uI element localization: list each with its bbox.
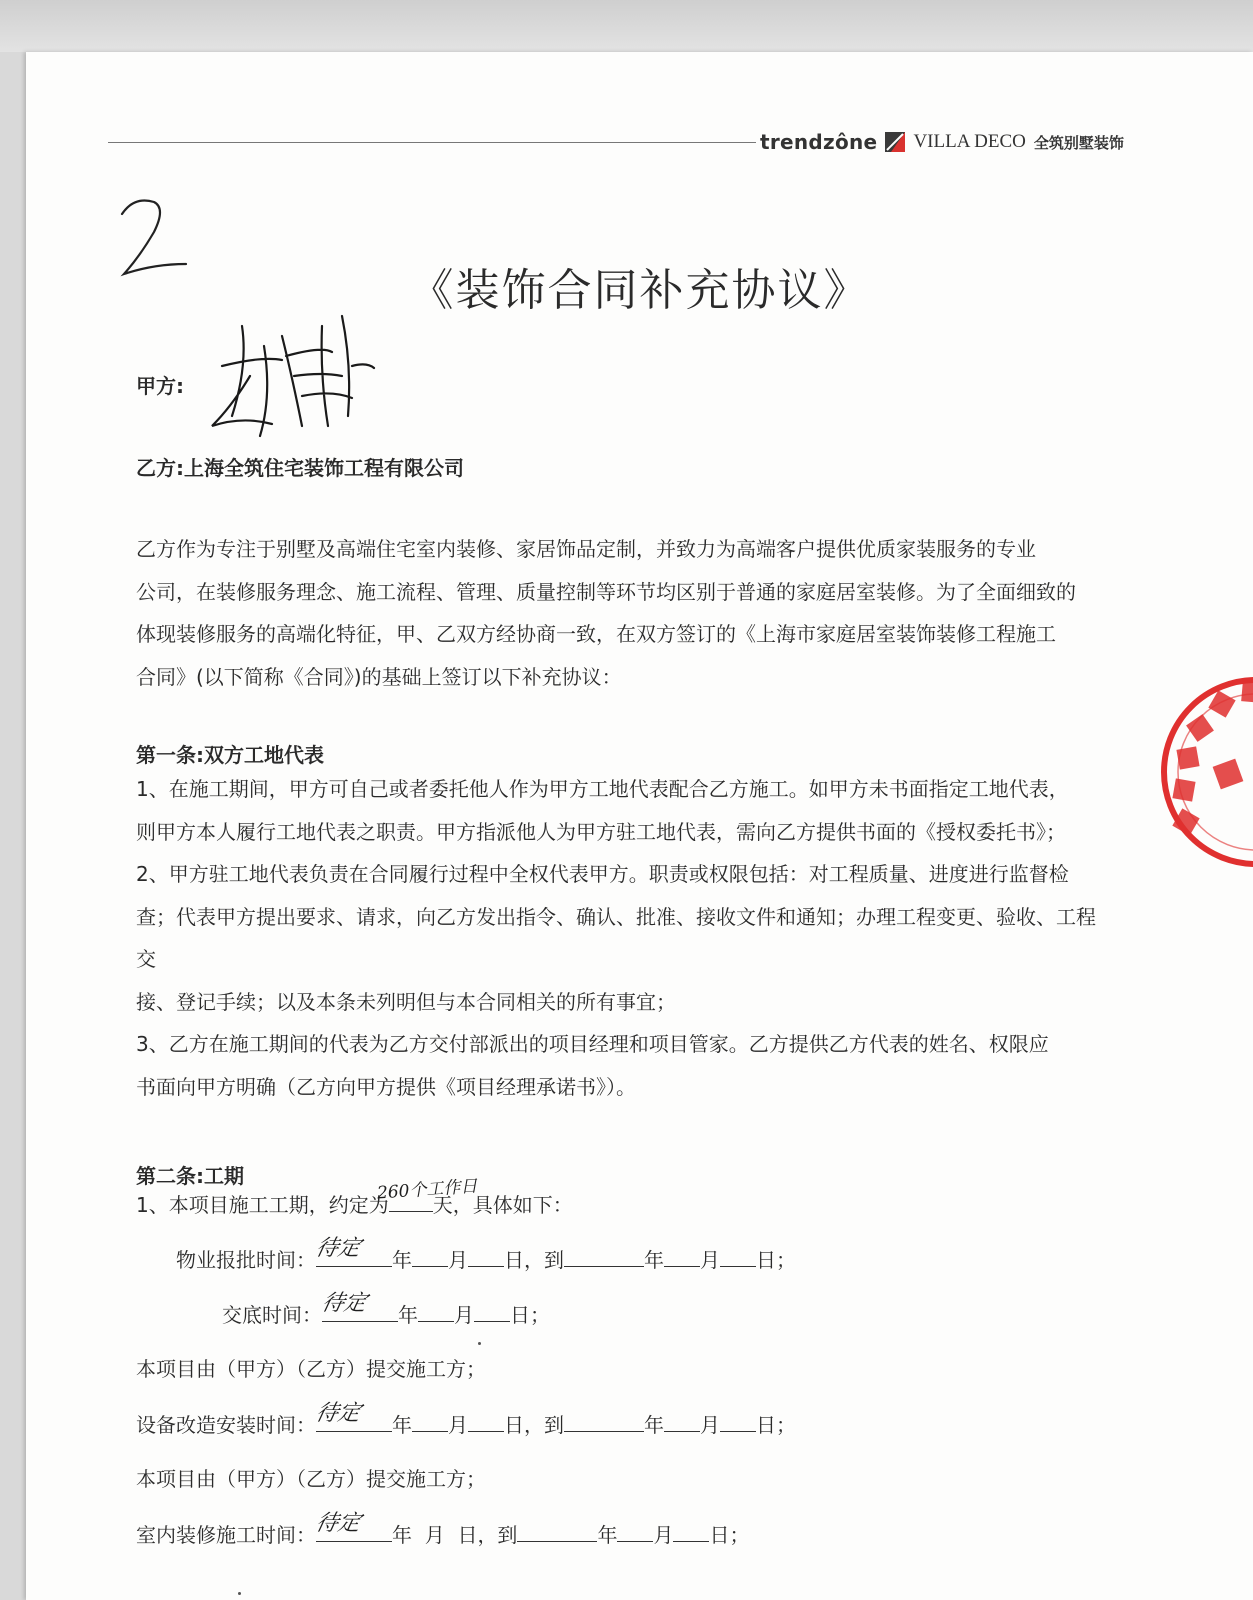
scan-speck <box>478 1342 481 1345</box>
article-1-line: 2、甲方驻工地代表负责在合同履行过程中全权代表甲方。职责或权限包括：对工程质量、进度进行监督检 <box>136 862 1069 886</box>
article-1-line: 接、登记手续；以及本条未列明但与本合同相关的所有事宜； <box>136 989 676 1014</box>
brand-logo-icon <box>885 132 905 152</box>
scan-top-edge <box>0 0 1253 52</box>
duration-handwritten: 260个工作日 <box>376 1176 478 1204</box>
brand-villa-deco: VILLA DECO <box>913 131 1026 152</box>
article-1-line: 1、在施工期间，甲方可自己或者委托他人作为甲方工地代表配合乙方施工。如甲方未书面指定工地代表， <box>136 777 1069 801</box>
submit-line-1: 本项目由（甲方）（乙方）提交施工方； <box>136 1357 486 1381</box>
article-1-line: 查；代表甲方提出要求、请求，向乙方发出指令、确认、批准、接收文件和通知；办理工程变更、验收、工程交 <box>136 904 1096 971</box>
interior-line: 室内装修施工时间： 待定 年 月 日，到 年 月 日； <box>136 1511 750 1547</box>
party-a-label: 甲方: <box>136 374 184 398</box>
tbd-handwritten: 待定 <box>319 1291 369 1316</box>
submit-line-2: 本项目由（甲方）（乙方）提交施工方； <box>136 1467 486 1491</box>
article-1-body <box>136 768 1096 1108</box>
date-blank <box>313 1401 392 1432</box>
date-blank <box>319 1291 398 1322</box>
equipment-line: 设备改造安装时间： 待定 年 月 日，到 年 月 日； <box>136 1401 796 1437</box>
date-blank <box>313 1236 392 1267</box>
intro-line: 公司，在装修服务理念、施工流程、管理、质量控制等环节均区别于普通的家庭居室装修。为了全面细致的 <box>136 579 1076 604</box>
brand-header <box>760 126 1124 158</box>
party-b: 乙方:上海全筑住宅装饰工程有限公司 <box>136 456 464 480</box>
document-title: 《装饰合同补充协议》 <box>409 265 870 316</box>
date-blank <box>313 1511 392 1542</box>
article-2-title: 第二条:工期 <box>136 1164 244 1188</box>
tbd-handwritten: 待定 <box>313 1511 363 1536</box>
duration-blank <box>376 1176 478 1212</box>
company-seal-stamp <box>1156 662 1253 882</box>
article-1-title: 第一条:双方工地代表 <box>136 743 324 767</box>
duration-line: 1、本项目施工工期，约定为 260个工作日 天，具体如下： <box>136 1189 573 1219</box>
intro-line: 乙方作为专注于别墅及高端住宅室内装修、家居饰品定制，并致力为高端客户提供优质家装服务的专业 <box>136 537 1036 561</box>
property-approval-line: 物业报批时间： 待定 年 月 日，到 年 月 日； <box>176 1236 796 1272</box>
intro-line: 体现装修服务的高端化特征，甲、乙双方经协商一致，在双方签订的《上海市家庭居室装饰装修工程施工 <box>136 622 1056 646</box>
brand-chinese-name: 全筑别墅装饰 <box>1033 133 1124 152</box>
tbd-handwritten: 待定 <box>313 1236 363 1261</box>
article-1-line: 3、乙方在施工期间的代表为乙方交付部派出的项目经理和项目管家。乙方提供乙方代表的姓名、权限应 <box>136 1032 1049 1056</box>
header-rule <box>108 142 756 143</box>
article-1-line: 书面向甲方明确（乙方向甲方提供《项目经理承诺书》）。 <box>136 1074 636 1099</box>
article-1-line: 则甲方本人履行工地代表之职责。甲方指派他人为甲方驻工地代表，需向乙方提供书面的《授权委托书》； <box>136 819 1066 844</box>
tbd-handwritten: 待定 <box>313 1401 363 1426</box>
scan-speck <box>238 1592 241 1595</box>
party-a-signature <box>202 306 382 446</box>
handover-line: 交底时间： 待定 年 月 日； <box>222 1291 550 1327</box>
intro-line: 合同》(以下简称《合同》)的基础上签订以下补充协议： <box>136 664 622 689</box>
document-page <box>26 52 1253 1600</box>
brand-name: trendzône <box>760 130 878 154</box>
intro-paragraph <box>136 528 1096 698</box>
